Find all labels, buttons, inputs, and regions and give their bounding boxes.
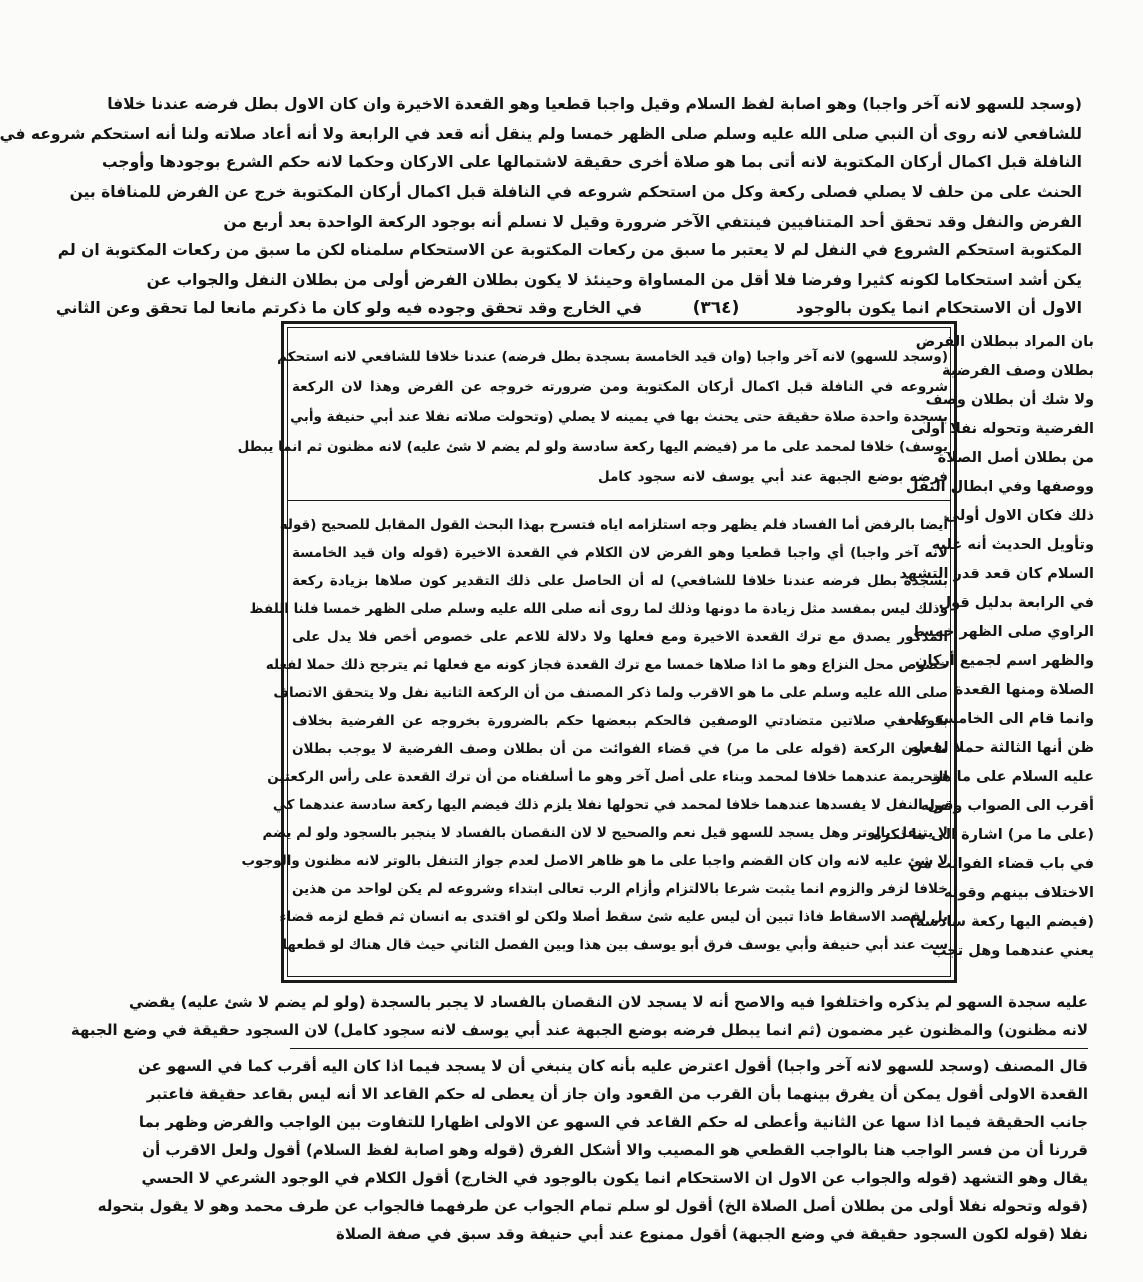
side-line: بطلان وصف الفرضية	[942, 363, 1094, 379]
inner-line: بكونه في صلاتين متضادتي الوصفين فالحكم ببعضها حكم بالضرورة بخروجه عن الفرضية بخلاف	[292, 713, 948, 729]
side-line: ظن أنها الثالثة حملا لفعله	[909, 740, 1094, 756]
side-line: يعني عندهما وهل تجب	[931, 943, 1094, 959]
main-line: شروعه في النافلة قبل اكمال أركان المكتوبة ومن ضرورته خروجه عن الفرض وهذا لان الركعة	[292, 379, 948, 395]
inner-line: المذكور يصدق مع ترك القعدة الاخيرة ومع فعلها ولا دلالة للاعم على خصوص أخص فلا يدل على	[292, 629, 948, 645]
side-line: في باب قضاء الفوائت من	[909, 856, 1094, 872]
top-line: يكن أشد استحكاما لكونه كثيرا وفرضا فلا أقل من المساواة وحينئذ لا يكون بطلان الفرض أولى من بطلان النفل والجواب عن	[146, 271, 1082, 289]
inner-line: التحريمة عندهما خلافا لمحمد وبناء على أصل آخر وهو ما أسلفناه من أن ترك القعدة على رأس الركعتين	[267, 769, 948, 785]
gloss-line: جانب الحقيقة فيما اذا سها عن الثانية وأعطى له حكم القاعد في السهو عن الاولى اظهارا للتفاوت بين الواجب والفرض وظهر بما	[138, 1113, 1088, 1131]
inner-line: خصوص محل النزاع وهو ما اذا صلاها خمسا مع ترك القعدة فجاز كونه مع فعلها ثم يترجح ذلك حملا لفعله	[265, 657, 948, 673]
side-line: السلام كان قعد قدر التشهد	[899, 566, 1094, 582]
inner-line: ما دون الركعة (قوله على ما مر) في قضاء الفوائت من أن بطلان وصف الفرضية لا يوجب بطلان	[292, 741, 948, 757]
side-line: من بطلان أصل الصلاة	[937, 450, 1094, 466]
side-line: ووصفها وفي ابطال النفل	[905, 479, 1094, 495]
side-line: أقرب الى الصواب وقوله	[920, 798, 1094, 814]
continuation-line: لانه مظنون) والمظنون غير مضمون (ثم انما يبطل فرضه بوضع الجبهة عند أبي يوسف لانه سجود كامل) لان السجود حقيقة في وضع الجبهة	[70, 1021, 1088, 1039]
side-line: الصلاة ومنها القعدة	[954, 682, 1094, 698]
side-line: الاختلاف بينهم وقوله	[943, 885, 1094, 901]
inner-line: خلافا لزفر والزوم انما يثبت شرعا بالالتزام وأزام الرب تعالى ابتداء وشروعه لم يكن لواحد من هذين	[292, 881, 948, 897]
side-line: (فيضم اليها ركعة سادسة)	[909, 914, 1094, 930]
side-line: الراوي صلى الظهر خمسا	[914, 624, 1094, 640]
inner-line: وذلك ليس بمفسد مثل زيادة ما دونها وذلك لما روى أنه صلى الله عليه وسلم صلى الظهر خمسا فلنا اللفظ	[249, 601, 948, 617]
top-line: للشافعي لانه روى أن النبي صلى الله عليه وسلم صلى الظهر خمسا ولم ينقل أنه قعد في الرابعة ولا أنه أعاد صلاته ولنا أنه استحكم شروعه في	[0, 125, 1082, 143]
main-line: بسجدة واحدة صلاة حقيقة حتى يحنث بها في يمينه لا يصلي (وتحولت صلاته نفلا عند أبي حنيفة وأبي	[290, 409, 948, 425]
side-line: والظهر اسم لجميع أركان	[915, 653, 1094, 669]
side-line: وانما قام الى الخامسة على	[899, 711, 1094, 727]
gloss-line: القعدة الاولى أقول يمكن أن يفرق بينهما بأن القرب من القعود وان جاز أن يعطى له حكم القاعد الا أنه ليس بقاعد حقيقة فاعتبر	[146, 1085, 1088, 1103]
side-line: بان المراد ببطلان الفرض	[915, 334, 1094, 350]
side-line: عليه السلام على ما هو	[932, 769, 1094, 785]
side-line: ذلك فكان الاول أولى	[945, 508, 1094, 524]
inner-line: لا يتنفل بالوتر وهل يسجد للسهو قيل نعم والصحيح لا لان النقصان بالفساد لا ينجبر بالسجود ولو لم يضم	[262, 825, 948, 841]
inner-line: صلى الله عليه وسلم على ما هو الاقرب ولما ذكر المصنف من أن الركعة الثانية نفل ولا يتحقق الاتصاف	[273, 685, 948, 701]
side-line: ولا شك أن بطلان وصف	[925, 392, 1094, 408]
gloss-line: نفلا (قوله لكون السجود حقيقة في وضع الجبهة) أقول ممنوع عند أبي حنيفة وقد سبق في صفة الصلاة	[336, 1225, 1088, 1243]
top-line: المكتوبة استحكم الشروع في النفل لم لا يعتبر ما سبق من ركعات المكتوبة عن الاستحكام سلمناه لكن ما سبق من ركعات المكتوبة ان لم	[57, 241, 1082, 259]
gloss-line: يقال وهو التشهد (قوله والجواب عن الاول ان الاستحكام انما يكون بالوجود في الخارج) أقول الكلام في الوجود الشرعي لا الحسي	[141, 1169, 1088, 1187]
inner-line: لانه آخر واجبا) أي واجبا قطعيا وهو الفرض لان الكلام في القعدة الاخيرة (قوله وان قيد الخامسة	[292, 545, 948, 561]
gloss-line: (قوله وتحوله نفلا أولى من بطلان أصل الصلاة الخ) أقول لو سلم تمام الجواب عن طرفهما فالجواب عن طرف محمد وهو لا يقول بتحوله	[97, 1197, 1088, 1215]
main-line: (وسجد للسهو) لانه آخر واجبا (وان قيد الخامسة بسجدة بطل فرضه) عندنا خلافا للشافعي لانه استحكم	[277, 349, 948, 365]
inner-line: أيضا بالرفض أما الفساد فلم يظهر وجه استلزامه اياه فتسرح بهذا البحث القول المقابل للصحيح (قوله	[279, 517, 948, 533]
side-line: وتأويل الحديث أنه عليه	[931, 537, 1094, 553]
main-line: يوسف) خلافا لمحمد على ما مر (فيضم اليها ركعة سادسة ولو لم يضم لا شئ عليه) لانه مظنون ثم انما يبطل	[237, 439, 948, 455]
top-line: (وسجد للسهو لانه آخر واجبا) وهو اصابة لفظ السلام وقيل واجبا قطعيا وهو القعدة الاخيرة وان كان الاول بطل فرضه عندنا خلافا	[107, 95, 1082, 113]
top-line: النافلة قبل اكمال أركان المكتوبة لانه أتى بما هو صلاة أخرى حقيقة لاشتمالها على الاركان وحكما لانه حكم الشرع بوجودها وأوجب	[101, 153, 1082, 171]
side-line: الفرضية وتحوله نفلا أولى	[911, 421, 1094, 437]
footnote-separator	[290, 1048, 1088, 1049]
side-line: في الرابعة بدليل قول	[938, 595, 1094, 611]
top-line-end: في الخارج وقد تحقق وجوده فيه ولو كان ما ذكرتم مانعا لما تحقق وعن الثاني	[55, 299, 642, 317]
top-line: الاول أن الاستحكام انما يكون بالوجود	[796, 299, 1082, 317]
frame-divider	[287, 500, 951, 501]
inner-line: من النفل لا يفسدها عندهما خلافا لمحمد في تحولها نفلا يلزم ذلك فيضم اليها ركعة سادسة عندهما كي	[272, 797, 948, 813]
main-line: فرضه بوضع الجبهة عند أبي يوسف لانه سجود كامل	[598, 469, 948, 485]
inner-line: بسجدة بطل فرضه عندنا خلافا للشافعي) له أن الحاصل على ذلك التقدير كون صلاها بزيادة ركعة	[292, 573, 948, 589]
top-line: الحنث على من حلف لا يصلي فصلى ركعة وكل من استحكم شروعه في النافلة قبل اكمال أركان المكتوبة خرج عن الفرض للمنافاة بين	[69, 183, 1082, 201]
page-number: (٣٦٤)	[692, 298, 740, 318]
gloss-line: قررنا أن من فسر الواجب هنا بالواجب القطعي هو المصيب والا أشكل الفرق (قوله وهو اصابة لفظ السلام) أقول ولعل الاقرب أن	[142, 1141, 1088, 1159]
side-line: (على ما مر) اشارة الى ما ذكره	[873, 827, 1094, 843]
continuation-line: عليه سجدة السهو لم يذكره واختلفوا فيه والاصح أنه لا يسجد لان النقصان بالفساد لا يجبر بالسجدة (ولو لم يضم لا شئ عليه) يقضي	[129, 993, 1088, 1011]
inner-line: لا شئ عليه لانه وان كان القضم واجبا على ما هو ظاهر الاصل لعدم جواز التنفل بالوتر لانه مظنون والوجوب	[241, 853, 948, 869]
gloss-line: قال المصنف (وسجد للسهو لانه آخر واجبا) أقول اعترض عليه بأنه كان ينبغي أن لا يسجد فيما اذا كان اليه أقرب كما في السهو عن	[138, 1057, 1088, 1075]
inner-line: بل لقصد الاسقاط فاذا تبين أن ليس عليه شئ سقط أصلا ولكن لو اقتدى به انسان ثم قطع لزمه قضاء	[279, 909, 948, 925]
top-line: الفرض والنفل وقد تحقق أحد المتنافيين فينتفي الآخر ضرورة وقيل لا نسلم أنه بوجود الركعة الواحدة بعد أربع من	[223, 213, 1082, 231]
inner-line: ست عند أبي حنيفة وأبي يوسف فرق أبو يوسف بين هذا وبين الفصل الثاني حيث قال هناك لو قطعها	[282, 937, 948, 953]
